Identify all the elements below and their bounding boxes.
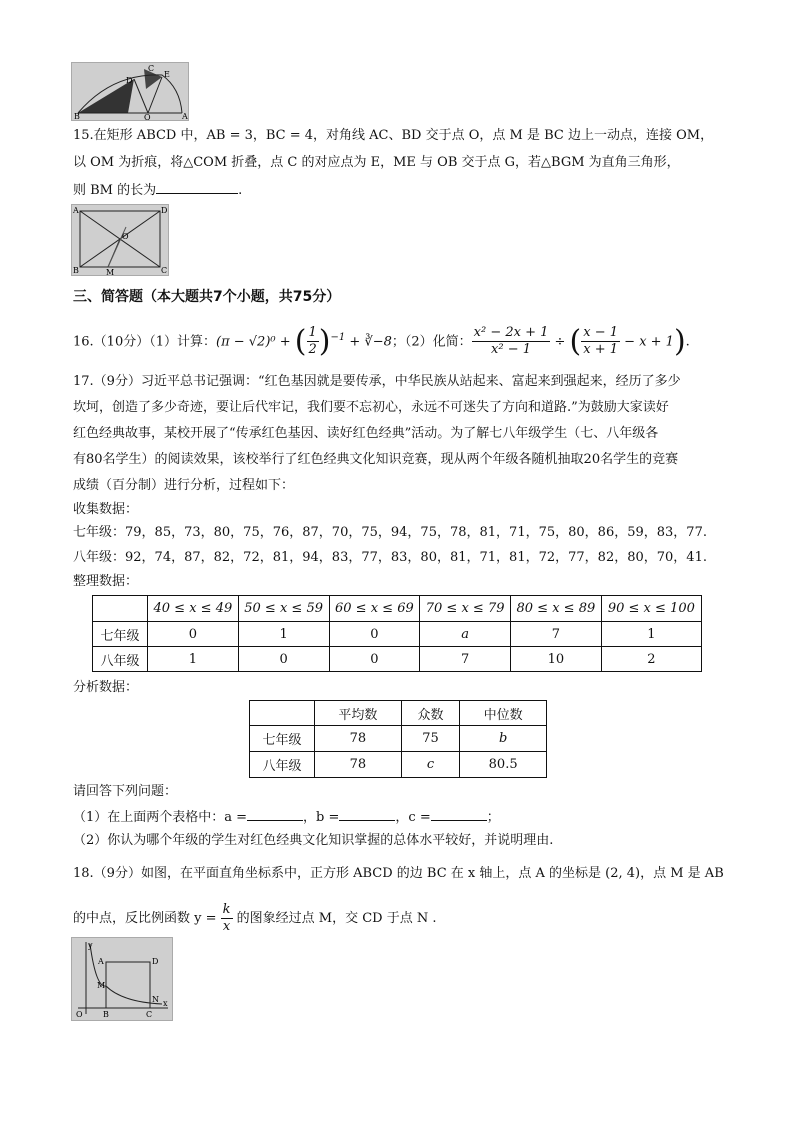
q16-paren-left-2: (	[569, 323, 582, 359]
table-cell: 10	[511, 647, 602, 672]
table-cell: 2	[601, 647, 701, 672]
q16-line	[73, 320, 754, 360]
table-cell: 40 ≤ x ≤ 49	[148, 596, 239, 622]
q17-line-4: 有80名学生）的阅读效果，该校举行了红色经典文化知识竞赛，现从两个年级各随机抽取20名学生的竞赛	[73, 452, 679, 467]
q16-paren-right: )	[318, 323, 331, 359]
table-cell: 七年级	[250, 726, 315, 752]
q16-half-den: 2	[308, 342, 317, 358]
q16-fraction-1	[472, 325, 551, 358]
table-cell: 80 ≤ x ≤ 89	[511, 596, 602, 622]
fig18-label-x: x	[163, 999, 168, 1008]
q17-grade7-data: 七年级：79，85，73，80，75，76，87，70，75，94，75，78，81，71，75，80，86，59，83，77.	[73, 525, 707, 540]
table-cell: 7	[420, 647, 511, 672]
fig18-label-d: D	[152, 957, 159, 966]
table-cell: 八年级	[250, 752, 315, 778]
fig14-label-o: O	[144, 113, 151, 120]
fig18-label-c: C	[146, 1010, 153, 1019]
q18-k-over-x	[221, 902, 233, 935]
table-cell: 八年级	[93, 647, 148, 672]
q16-div: ÷	[550, 334, 570, 350]
table-cell: 78	[315, 752, 402, 778]
q16-calc-part1: (π − √2)⁰ +	[216, 334, 295, 350]
fig14-label-a: A	[182, 112, 188, 120]
answer-blank-b[interactable]	[339, 806, 395, 821]
fig15-label-a: A	[73, 206, 79, 215]
q17-line-5: 成绩（百分制）进行分析，过程如下：	[73, 478, 295, 493]
answer-blank-c[interactable]	[431, 806, 487, 821]
table-cell: 50 ≤ x ≤ 59	[238, 596, 329, 622]
q17-sub-2: （2）你认为哪个年级的学生对红色经典文化知识掌握的总体水平较好，并说明理由.	[73, 833, 554, 848]
q17-analyze-title: 分析数据：	[73, 680, 139, 695]
q17-answer-prompt: 请回答下列问题：	[73, 784, 178, 799]
table-cell: 90 ≤ x ≤ 100	[601, 596, 701, 622]
q16-f2-num: x − 1	[583, 325, 619, 341]
q18-line-2	[73, 902, 754, 936]
q16-f1-num: x² − 2x + 1	[473, 325, 549, 341]
q18-line2-suffix: 的图象经过点 M，交 CD 于点 N .	[232, 911, 437, 926]
answer-blank-a[interactable]	[247, 806, 303, 821]
table-cell	[250, 701, 315, 726]
q17-organize-title: 整理数据：	[73, 574, 139, 589]
q16-end: .	[685, 334, 690, 350]
q16-cbrt: + ∛−8	[345, 334, 392, 350]
table-row	[250, 726, 547, 752]
table-cell: a	[420, 622, 511, 647]
q16-exponent: −1	[330, 332, 346, 343]
table-cell: 70 ≤ x ≤ 79	[420, 596, 511, 622]
q15-line-1: 15.在矩形 ABCD 中，AB = 3，BC = 4，对角线 AC、BD 交于点 O，点 M 是 BC 边上一动点，连接 OM，	[73, 128, 714, 143]
q17-line-1: 17.（9分）习近平总书记强调：“红色基因就是要传承，中华民族从站起来、富起来到强起来，经历了多少	[73, 374, 681, 389]
figure-q14	[71, 62, 189, 121]
fig18-label-a: A	[98, 957, 104, 966]
q17-sub1-prefix: （1）在上面两个表格中：a =	[73, 810, 248, 825]
q17-sub-1	[73, 806, 754, 828]
table-cell: 七年级	[93, 622, 148, 647]
table-cell: b	[460, 726, 547, 752]
table-cell: 0	[329, 647, 420, 672]
q16-fraction-2	[581, 325, 620, 358]
table-cell: c	[401, 752, 460, 778]
fig14-label-e: E	[164, 70, 170, 79]
q16-paren-left: (	[294, 323, 307, 359]
q17-collect-title: 收集数据：	[73, 502, 139, 517]
fig18-label-m: M	[97, 981, 106, 990]
fig15-label-d: D	[161, 206, 168, 215]
fig15-label-c: C	[161, 266, 168, 275]
fig14-label-d: D	[126, 76, 133, 85]
q18-line2-prefix: 的中点，反比例函数 y =	[73, 911, 221, 926]
q17-line-2: 坎坷，创造了多少奇迹，要让后代牢记，我们要不忘初心，永远不可迷失了方向和道路.”为鼓励大家读好	[73, 400, 669, 415]
fig15-label-b: B	[73, 266, 79, 275]
q18-line-1: 18.（9分）如图，在平面直角坐标系中，正方形 ABCD 的边 BC 在 x 轴上，点 A 的坐标是 (2, 4)，点 M 是 AB	[73, 866, 724, 881]
table-cell: 1	[148, 647, 239, 672]
table-cell: 1	[601, 622, 701, 647]
fig18-label-y: y	[88, 941, 93, 950]
table-cell	[93, 596, 148, 622]
table-row	[93, 622, 702, 647]
table-cell: 中位数	[460, 701, 547, 726]
table-cell: 0	[329, 622, 420, 647]
statistics-table	[249, 700, 547, 778]
table-cell: 1	[238, 622, 329, 647]
table-cell: 80.5	[460, 752, 547, 778]
q15-line-2: 以 OM 为折痕，将△COM 折叠，点 C 的对应点为 E，ME 与 OB 交于点 G，若△BGM 为直角三角形，	[73, 155, 680, 170]
q16-f1-den: x² − 1	[491, 342, 531, 358]
table-cell: 60 ≤ x ≤ 69	[329, 596, 420, 622]
q15-answer-blank[interactable]	[156, 179, 238, 194]
q18-x: x	[222, 919, 231, 934]
fig18-label-b: B	[103, 1010, 109, 1019]
q16-half-fraction	[307, 325, 319, 358]
section-3-heading: 三、简答题（本大题共7个小题，共75分）	[73, 289, 341, 305]
q15-line-3-prefix: 则 BM 的长为	[73, 183, 157, 198]
q17-grade8-data: 八年级：92，74，87，82，72，81，94，83，77，83，80，81，71，81，72，77，82，80，70，41.	[73, 550, 707, 565]
q17-sub1-b: ，b =	[303, 810, 340, 825]
table-cell: 7	[511, 622, 602, 647]
table-cell: 平均数	[315, 701, 402, 726]
frequency-table	[92, 595, 702, 672]
fig18-label-n: N	[152, 995, 159, 1004]
q16-paren-right-2: )	[673, 323, 686, 359]
figure-q15	[71, 204, 169, 276]
q16-prefix: 16.（10分）（1）计算：	[73, 334, 216, 350]
table-cell: 0	[148, 622, 239, 647]
fig14-label-c: C	[148, 64, 155, 73]
q17-line-3: 红色经典故事，某校开展了“传承红色基因、读好红色经典”活动。为了解七八年级学生（七、八年级各	[73, 426, 659, 441]
q15-line-3	[73, 179, 754, 201]
table-cell: 75	[401, 726, 460, 752]
q16-sep: ；（2）化简：	[391, 334, 472, 350]
statistics-table-header	[250, 701, 547, 726]
q16-half-num: 1	[308, 325, 317, 341]
fig18-label-o: O	[76, 1010, 83, 1019]
fig15-label-o: O	[122, 232, 129, 241]
figure-q18	[71, 937, 173, 1021]
q17-sub1-end: ；	[486, 810, 500, 825]
q15-line-3-suffix: .	[238, 183, 243, 198]
table-row	[93, 647, 702, 672]
table-row	[250, 752, 547, 778]
q16-f2-den: x + 1	[583, 342, 619, 358]
table-cell: 众数	[401, 701, 460, 726]
q16-tail: − x + 1	[620, 334, 674, 350]
fig15-label-m: M	[106, 268, 115, 275]
table-cell: 78	[315, 726, 402, 752]
table-cell: 0	[238, 647, 329, 672]
q17-sub1-c: ，c =	[395, 810, 431, 825]
frequency-table-header	[93, 596, 702, 622]
q18-k: k	[222, 902, 231, 917]
fig14-label-b: B	[74, 112, 80, 120]
